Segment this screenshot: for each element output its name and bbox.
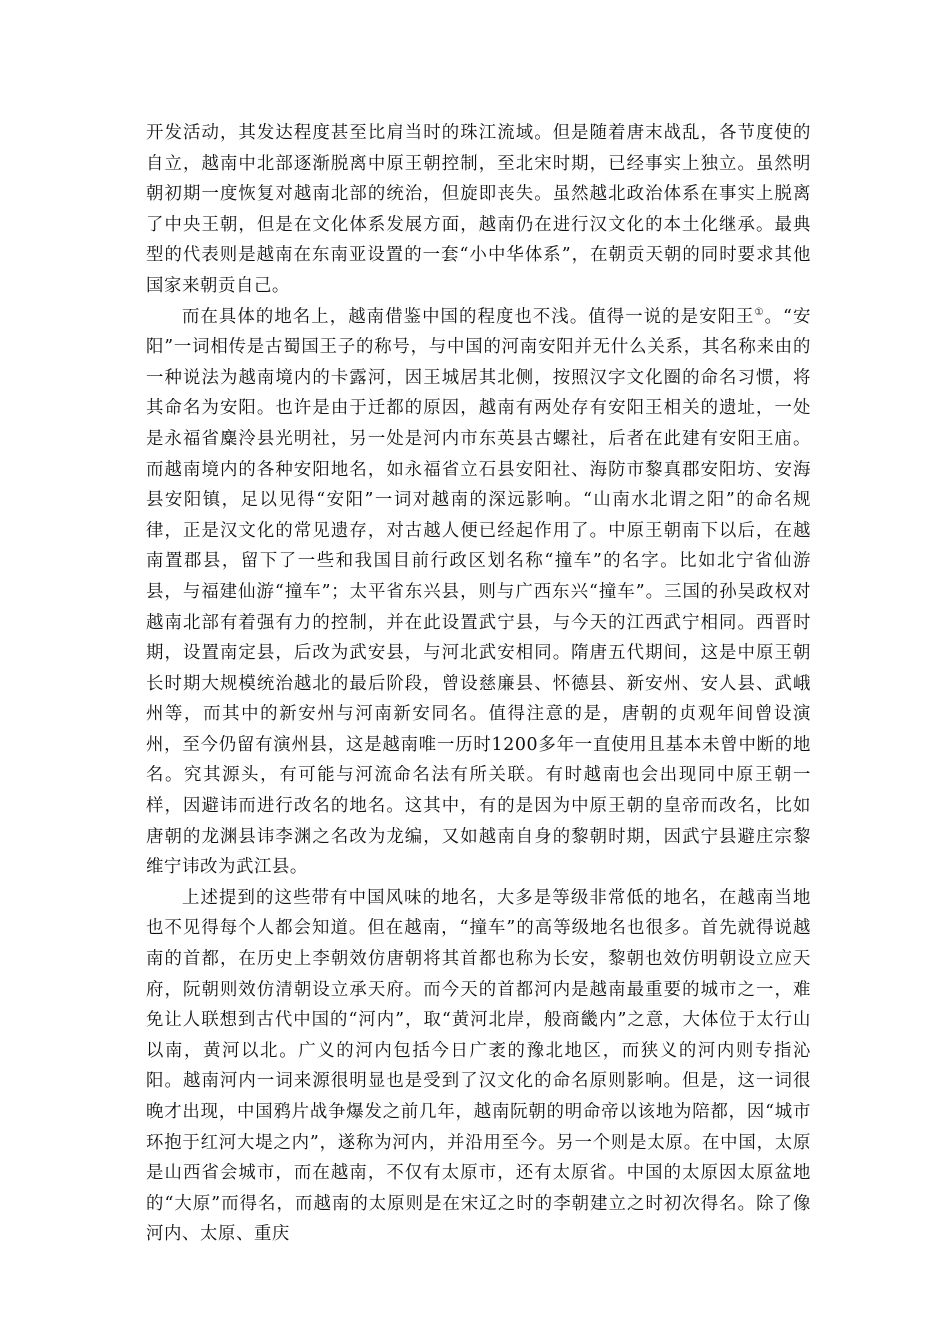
body-text	[146, 118, 811, 1250]
paragraph-2	[146, 302, 811, 883]
footnote-mark: ①	[754, 306, 765, 318]
paragraph-2-text-b: 。“安阳”一词相传是古蜀国王子的称号，与中国的河南安阳并无什么关系，其名称来由的一种说法为越南境内的卡露河，因王城居其北侧，按照汉字文化圈的命名习惯，将其命名为安阳。也许是由于迁都的原因，越南有两处存有安阳王相关的遗址，一处是永福省麋泠县光明社，另一处是河内市东英县古螺社，后者在此建有安阳王庙。而越南境内的各种安阳地名，如永福省立石县安阳社、海防市黎真郡安阳坊、安海县安阳镇，足以见得“安阳”一词对越南的深远影响。“山南水北谓之阳”的命名规律，正是汉文化的常见遗存，对古越人便已经起作用了。中原王朝南下以后，在越南置郡县，留下了一些和我国目前行政区划名称“撞车”的名字。比如北宁省仙游县，与福建仙游“撞车”；太平省东兴县，则与广西东兴“撞车”。三国的孙吴政权对越南北部有着强有力的控制，并在此设置武宁县，与今天的江西武宁相同。西晋时期，设置南定县，后改为武安县，与河北武安相同。隋唐五代期间，这是中原王朝长时期大规模统治越北的最后阶段，曾设慈廉县、怀德县、新安州、安人县、武峨州等，而其中的新安州与河南新安同名。值得注意的是，唐朝的贞观年间曾设演州，至今仍留有演州县，这是越南唯一历时1200多年一直使用且基本未曾中断的地名。究其源头，有可能与河流命名法有所关联。有时越南也会出现同中原王朝一样，因避讳而进行改名的地名。这其中，有的是因为中原王朝的皇帝而改名，比如唐朝的龙渊县讳李渊之名改为龙编，又如越南自身的黎朝时期，因武宁县避庄宗黎维宁讳改为武江县。	[146, 306, 811, 878]
paragraph-3: 上述提到的这些带有中国风味的地名，大多是等级非常低的地名，在越南当地也不见得每个人都会知道。但在越南，“撞车”的高等级地名也很多。首先就得说越南的首都，在历史上李朝效仿唐朝将其首都也称为长安，黎朝也效仿明朝设立应天府，阮朝则效仿清朝设立承天府。而今天的首都河内是越南最重要的城市之一，难免让人联想到古代中国的“河内”，取“黄河北岸，般商畿内”之意，大体位于太行山以南，黄河以北。广义的河内包括今日广袤的豫北地区，而狭义的河内则专指沁阳。越南河内一词来源很明显也是受到了汉文化的命名原则影响。但是，这一词很晚才出现，中国鸦片战争爆发之前几年，越南阮朝的明命帝以该地为陪都，因“城市环抱于红河大堤之内”，遂称为河内，并沿用至今。另一个则是太原。在中国，太原是山西省会城市，而在越南，不仅有太原市，还有太原省。中国的太原因太原盆地的“大原”而得名，而越南的太原则是在宋辽之时的李朝建立之时初次得名。除了像河内、太原、重庆	[146, 887, 811, 1245]
paragraph-2-text-a: 而在具体的地名上，越南借鉴中国的程度也不浅。值得一说的是安阳王	[182, 306, 755, 327]
paragraph-1: 开发活动，其发达程度甚至比肩当时的珠江流域。但是随着唐末战乱，各节度使的自立，越南中北部逐渐脱离中原王朝控制，至北宋时期，已经事实上独立。虽然明朝初期一度恢复对越南北部的统治，但旋即丧失。虽然越北政治体系在事实上脱离了中央王朝，但是在文化体系发展方面，越南仍在进行汉文化的本土化继承。最典型的代表则是越南在东南亚设置的一套“小中华体系”，在朝贡天朝的同时要求其他国家来朝贡自己。	[146, 123, 811, 296]
